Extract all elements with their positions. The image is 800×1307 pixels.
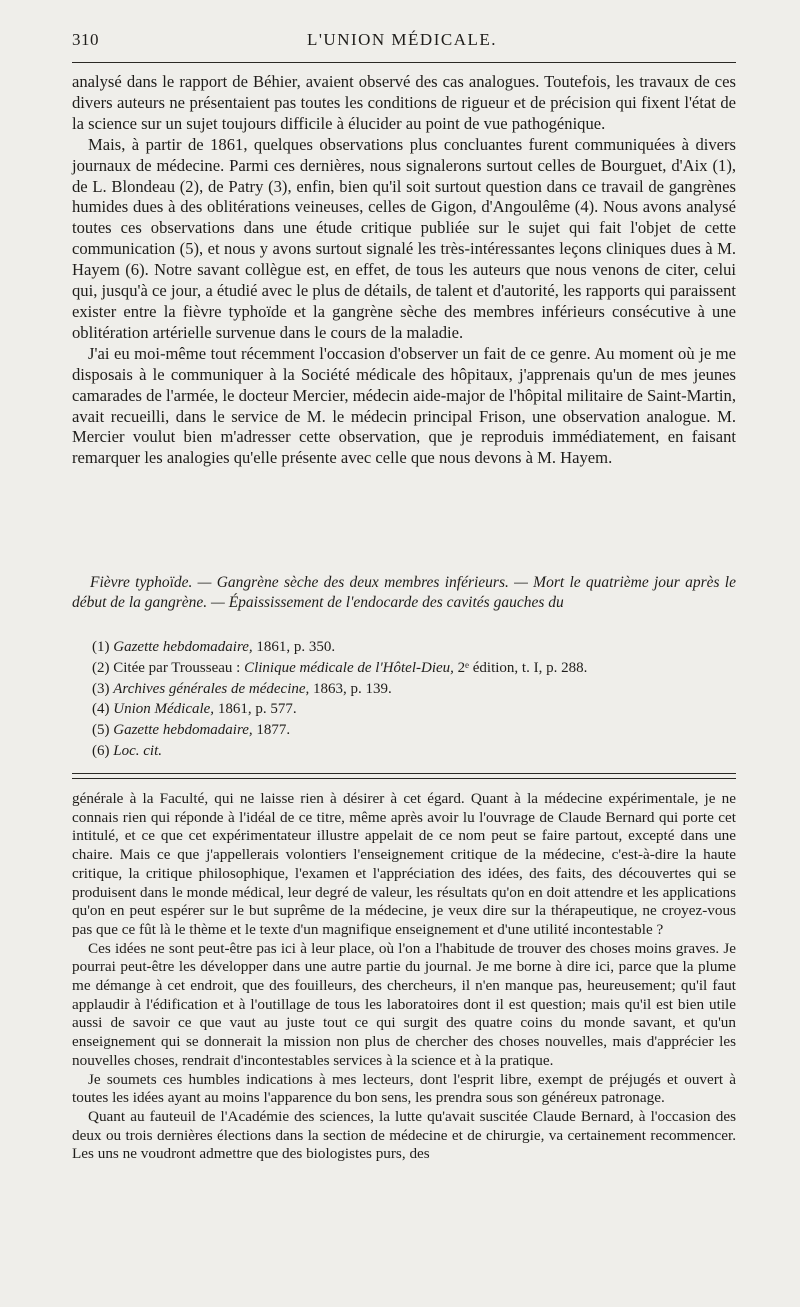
footnote-source: Gazette hebdomadaire,	[113, 639, 253, 655]
footnote-number: (2)	[92, 659, 110, 676]
footnote-source: Clinique médicale de l'Hôtel-Dieu,	[244, 659, 454, 676]
footnote-reference: 1861, p. 350.	[252, 639, 336, 655]
footnote-source: Union Médicale,	[113, 701, 215, 718]
footnote-prefix: Citée par Trousseau :	[109, 659, 245, 676]
footnote-reference: 1863, p. 139.	[309, 680, 392, 697]
footnote-source: Gazette hebdomadaire,	[113, 722, 253, 739]
paragraph: analysé dans le rapport de Béhier, avaient observé des cas analogues. Toutefois, les travaux de ces divers auteurs ne présentaient pas toutes les conditions de rigueur et de précision qui fixent l'état de la science sur un sujet toujours difficile à élucider au point de vue pathogénique.	[72, 72, 736, 133]
footnote-reference: 2ᵉ édition, t. I, p. 288.	[453, 659, 588, 676]
case-title-text: Fièvre typhoïde. — Gangrène sèche des deux membres inférieurs. — Mort le quatrième jour après le début de la gangrène. — Épaississement de l'endocarde des cavités gauches du	[72, 574, 736, 611]
footnote-source: Archives générales de médecine,	[113, 680, 310, 697]
page-number: 310	[72, 30, 99, 49]
footnote-number: (5)	[92, 722, 110, 739]
paragraph: Ces idées ne sont peut-être pas ici à leur place, où l'on a l'habitude de trouver des choses moins graves. Je pourrai peut-être les développer dans une autre partie du journal. Je me borne à dire ici, parce que la plume me démange à cet endroit, que des fouilleurs, des chercheurs, il n'en manque pas, heureusement; qu'il faut applaudir à l'édification et à l'outillage de tous les laboratoires dont il est question; mais qu'il est bien utile aussi de savoir ce que vaut au juste tout ce qui surgit des quatre coins du monde savant, et qu'un enseignement qui se donnerait la mission non plus de chercher des choses nouvelles, mais d'apprécier les nouvelles choses, rendrait d'incontestables services à la science et à la pratique.	[72, 939, 736, 1069]
paragraph: Quant au fauteuil de l'Académie des sciences, la lutte qu'avait suscitée Claude Bernard, à l'occasion des deux ou trois dernières élections dans la section de médecine et de chirurgie, va certainement recommencer. Les uns ne voudront admettre que des biologistes purs, des	[72, 1107, 736, 1163]
footnote-number: (4)	[92, 701, 110, 718]
article-continuation	[72, 72, 736, 469]
footnote-reference: 1861, p. 577.	[214, 701, 297, 718]
paragraph: J'ai eu moi-même tout récemment l'occasion d'observer un fait de ce genre. Au moment où je me disposais à le communiquer à la Société médicale des hôpitaux, j'apprenais qu'un de mes jeunes camarades de l'armée, le docteur Mercier, médecin aide-major de l'hôpital militaire de Saint-Martin, avait recueilli, dans le service de M. le médecin principal Frison, une observation analogue. M. Mercier voulut bien m'adresser cette observation, que je reproduis immédiatement, en faisant remarquer les analogies qu'elle présente avec celle que nous devons à M. Hayem.	[72, 343, 736, 468]
case-title	[72, 573, 736, 612]
page-header	[72, 30, 732, 58]
footnote	[92, 720, 732, 741]
footnote	[92, 699, 732, 720]
footnote	[92, 679, 732, 700]
footnote	[92, 637, 732, 658]
running-head: L'UNION MÉDICALE.	[306, 30, 498, 49]
footnote-reference: 1877.	[252, 722, 291, 739]
section-divider	[72, 773, 736, 779]
header-rule	[72, 62, 736, 63]
footnotes	[92, 637, 732, 762]
footnote-number: (1)	[92, 639, 110, 655]
paragraph: Mais, à partir de 1861, quelques observations plus concluantes furent communiquées à divers journaux de médecine. Parmi ces dernières, nous signalerons surtout celles de Bourguet, d'Aix (1), de L. Blondeau (2), de Patry (3), enfin, bien qu'il soit surtout question dans ce travail de gangrènes humides dues à des oblitérations veineuses, celles de Gigon, d'Angoulême (4). Nous avons analysé toutes ces observations dans une étude critique publiée sur le sujet qui fait l'objet de cette communication (5), et nous y avons surtout signalé les très-intéressantes leçons cliniques dues à M. Hayem (6). Notre savant collègue est, en effet, de tous les auteurs que nous venons de citer, celui qui, jusqu'à ce jour, a étudié avec le plus de détails, de talent et d'autorité, les rapports qui paraissent exister entre la fièvre typhoïde et la gangrène sèche des membres inférieurs consécutive à une oblitération artérielle survenue dans le cours de la maladie.	[72, 134, 736, 342]
footnote-number: (6)	[92, 742, 110, 759]
paragraph: générale à la Faculté, qui ne laisse rien à désirer à cet égard. Quant à la médecine expérimentale, je ne connais rien qui réponde à l'idéal de ce titre, même après avoir lu l'ouvrage de Claude Bernard qui porte cet intitulé, et ce que cet expérimentateur illustre appelait de ce nom peut se faire partout, excepté dans une chaire. Mais ce que j'appellerais volontiers l'enseignement critique de la médecine, c'est-à-dire la haute critique, la critique philosophique, l'examen et l'appréciation des idées, des faits, des découvertes qui se produisent dans le monde médical, leur degré de valeur, les résultats qu'on en doit attendre et les applications qu'on en peut espérer sur le but suprême de la médecine, je veux dire sur la thérapeutique, ne croyez-vous pas que ce fût là le thème et le texte d'un magnifique enseignement et d'une utilité incontestable ?	[72, 790, 736, 938]
feuilleton-text	[72, 790, 736, 1164]
footnote	[92, 658, 732, 679]
footnote-number: (3)	[92, 680, 110, 697]
footnote-source: Loc. cit.	[113, 742, 162, 759]
footnote	[92, 741, 732, 762]
paragraph: Je soumets ces humbles indications à mes lecteurs, dont l'esprit libre, exempt de préjugés et ouvert à toutes les idées ayant au moins l'apparence du bon sens, les prendra sous son généreux patronage.	[72, 1070, 736, 1107]
